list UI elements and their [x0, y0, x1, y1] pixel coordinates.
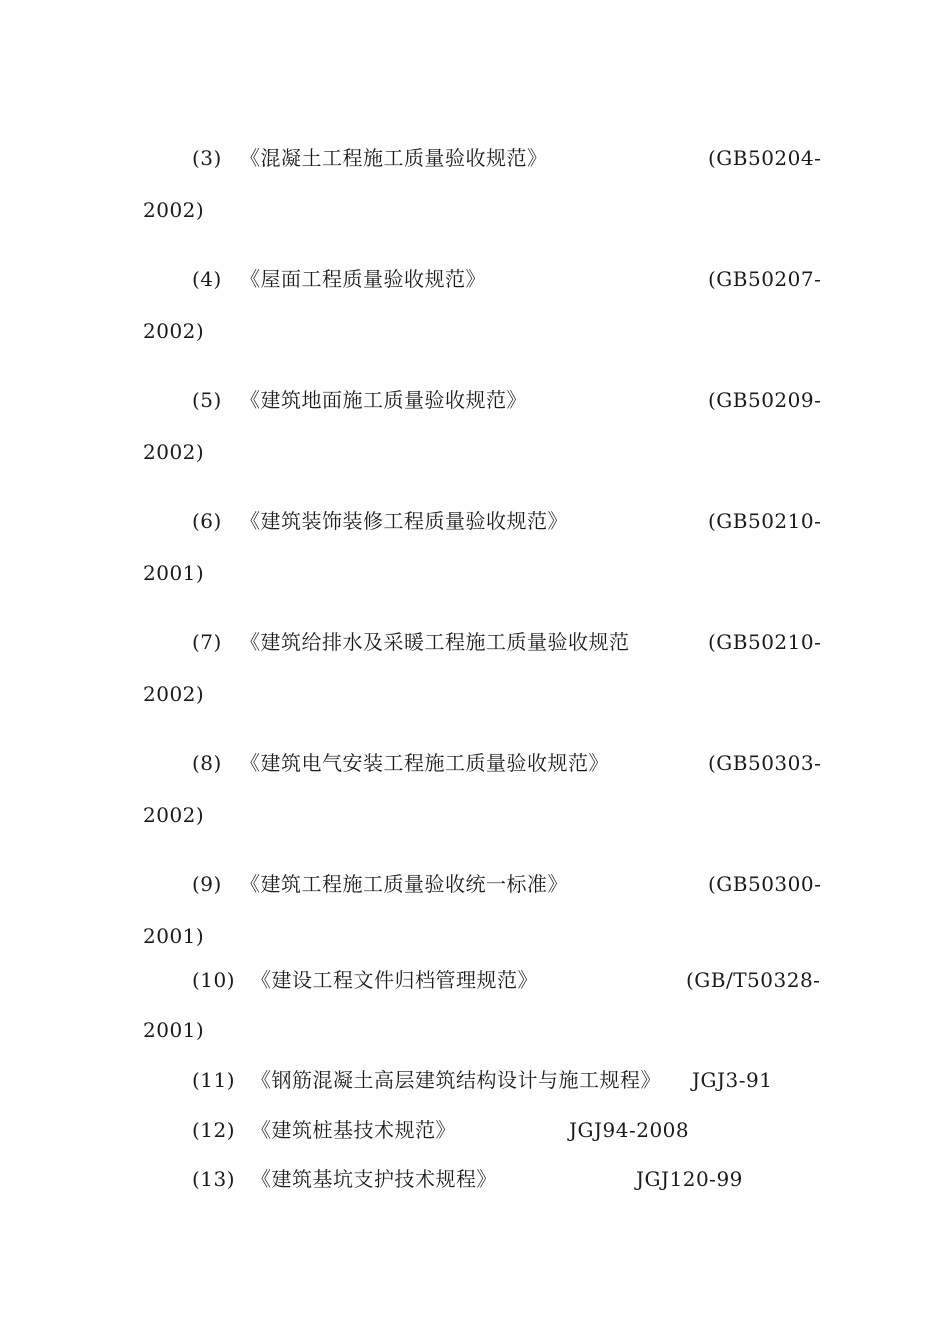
- standard-title: 《建筑地面施工质量验收规范》: [240, 388, 527, 412]
- item-number: (7): [192, 630, 222, 654]
- standard-title: 《建筑工程施工质量验收统一标准》: [240, 872, 568, 896]
- standard-title: 《建筑桩基技术规范》: [251, 1118, 456, 1142]
- standard-code-year: 2001): [143, 924, 205, 948]
- standard-code: JGJ3-91: [692, 1068, 773, 1092]
- standard-code: (GB50204-: [708, 146, 822, 170]
- standard-title: 《屋面工程质量验收规范》: [240, 267, 486, 291]
- standard-title: 《建筑电气安装工程施工质量验收规范》: [240, 751, 609, 775]
- item-number: (5): [192, 388, 222, 412]
- standard-code: JGJ120-99: [636, 1167, 743, 1191]
- standard-code: (GB50209-: [708, 388, 822, 412]
- item-number: (10): [192, 968, 236, 992]
- standard-title: 《混凝土工程施工质量验收规范》: [240, 146, 548, 170]
- standard-code-year: 2002): [143, 803, 205, 827]
- standard-code-year: 2002): [143, 198, 205, 222]
- standard-code: JGJ94-2008: [569, 1118, 690, 1142]
- standard-title: 《钢筋混凝土高层建筑结构设计与施工规程》: [251, 1068, 661, 1092]
- item-number: (11): [192, 1068, 236, 1092]
- standard-title: 《建筑基坑支护技术规程》: [251, 1167, 497, 1191]
- standard-code-year: 2001): [143, 561, 205, 585]
- item-number: (13): [192, 1167, 236, 1191]
- item-number: (4): [192, 267, 222, 291]
- item-number: (8): [192, 751, 222, 775]
- item-number: (9): [192, 872, 222, 896]
- standard-title: 《建筑装饰装修工程质量验收规范》: [240, 509, 568, 533]
- standard-code: (GB50207-: [708, 267, 822, 291]
- standard-title: 《建筑给排水及采暖工程施工质量验收规范: [240, 630, 630, 654]
- item-number: (12): [192, 1118, 236, 1142]
- standard-code-year: 2002): [143, 319, 205, 343]
- standard-code: (GB/T50328-: [686, 968, 821, 992]
- item-number: (3): [192, 146, 222, 170]
- standard-code: (GB50300-: [708, 872, 822, 896]
- item-number: (6): [192, 509, 222, 533]
- standard-code: (GB50303-: [708, 751, 822, 775]
- standard-code: (GB50210-: [708, 630, 822, 654]
- standard-code: (GB50210-: [708, 509, 822, 533]
- standard-code-year: 2001): [143, 1018, 205, 1042]
- standard-code-year: 2002): [143, 682, 205, 706]
- standard-title: 《建设工程文件归档管理规范》: [251, 968, 538, 992]
- standard-code-year: 2002): [143, 440, 205, 464]
